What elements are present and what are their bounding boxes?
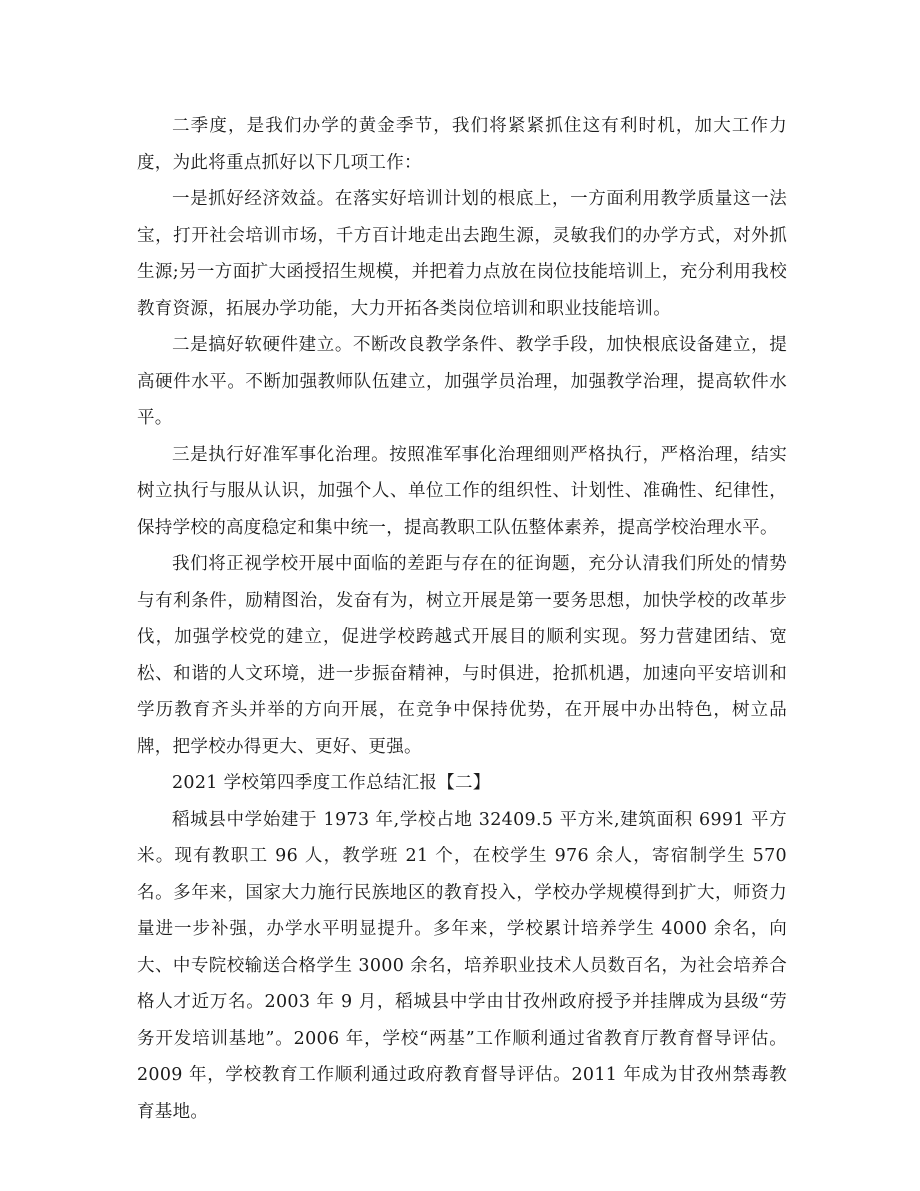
paragraph-facilities: 二是搞好软硬件建立。不断改良教学条件、教学手段，加快根底设备建立，提高硬件水平。不断加强教师队伍建立，加强学员治理，加强教学治理，提高软件水平。 [137,335,787,428]
paragraph-school-history: 稻城县中学始建于 1973 年,学校占地 32409.5 平方米,建筑面积 6991 平方米。现有教职工 96 人，教学班 21 个，在校学生 976 余人，寄宿制学生 570 名。多年来，国家大力施行民族地区的教育投入，学校办学规模得到扩大，师资力量进一步补强，办学水平明显提升。多年来，学校累计培养学生 4000 余名，向大、中专院校输送合格学生 3000 余名，培养职业技术人员数百名，为社会培养合格人才近万名。2003 年 9 月，稻城县中学由甘孜州政府授予并挂牌成为县级“劳务开发培训基地”。2006 年，学校“两基”工作顺利通过省教育厅教育督导评估。2009 年，学校教育工作顺利通过政府教育督导评估。2011 年成为甘孜州禁毒教育基地。 [137,809,787,1122]
paragraph-outlook: 我们将正视学校开展中面临的差距与存在的征询题，充分认清我们所处的情势与有利条件，励精图治，发奋有为，树立开展是第一要务思想，加快学校的改革步伐，加强学校党的建立，促进学校跨越式开展目的顺利实现。努力营建团结、宽松、和谐的人文环境，进一步振奋精神，与时俱进，抢抓机遇，加速向平安培训和学历教育齐头并举的方向开展，在竞争中保持优势，在开展中办出特色，树立品牌，把学校办得更大、更好、更强。 [137,554,787,757]
paragraph-q2-intro: 二季度，是我们办学的黄金季节，我们将紧紧抓住这有利时机，加大工作力度，为此将重点抓好以下几项工作： [137,116,787,173]
document-body [137,108,787,1130]
paragraph-economic-benefit: 一是抓好经济效益。在落实好培训计划的根底上，一方面利用教学质量这一法宝，打开社会培训市场，千方百计地走出去跑生源，灵敏我们的办学方式，对外抓生源;另一方面扩大函授招生规模，并把着力点放在岗位技能培训上，充分利用我校教育资源，拓展办学功能，大力开拓各类岗位培训和职业技能培训。 [137,189,787,319]
section-heading: 2021 学校第四季度工作总结汇报【二】 [172,773,491,793]
paragraph-management: 三是执行好准军事化治理。按照准军事化治理细则严格执行，严格治理，结实树立执行与服从认识，加强个人、单位工作的组织性、计划性、准确性、纪律性，保持学校的高度稳定和集中统一，提高教职工队伍整体素养，提高学校治理水平。 [137,444,787,538]
